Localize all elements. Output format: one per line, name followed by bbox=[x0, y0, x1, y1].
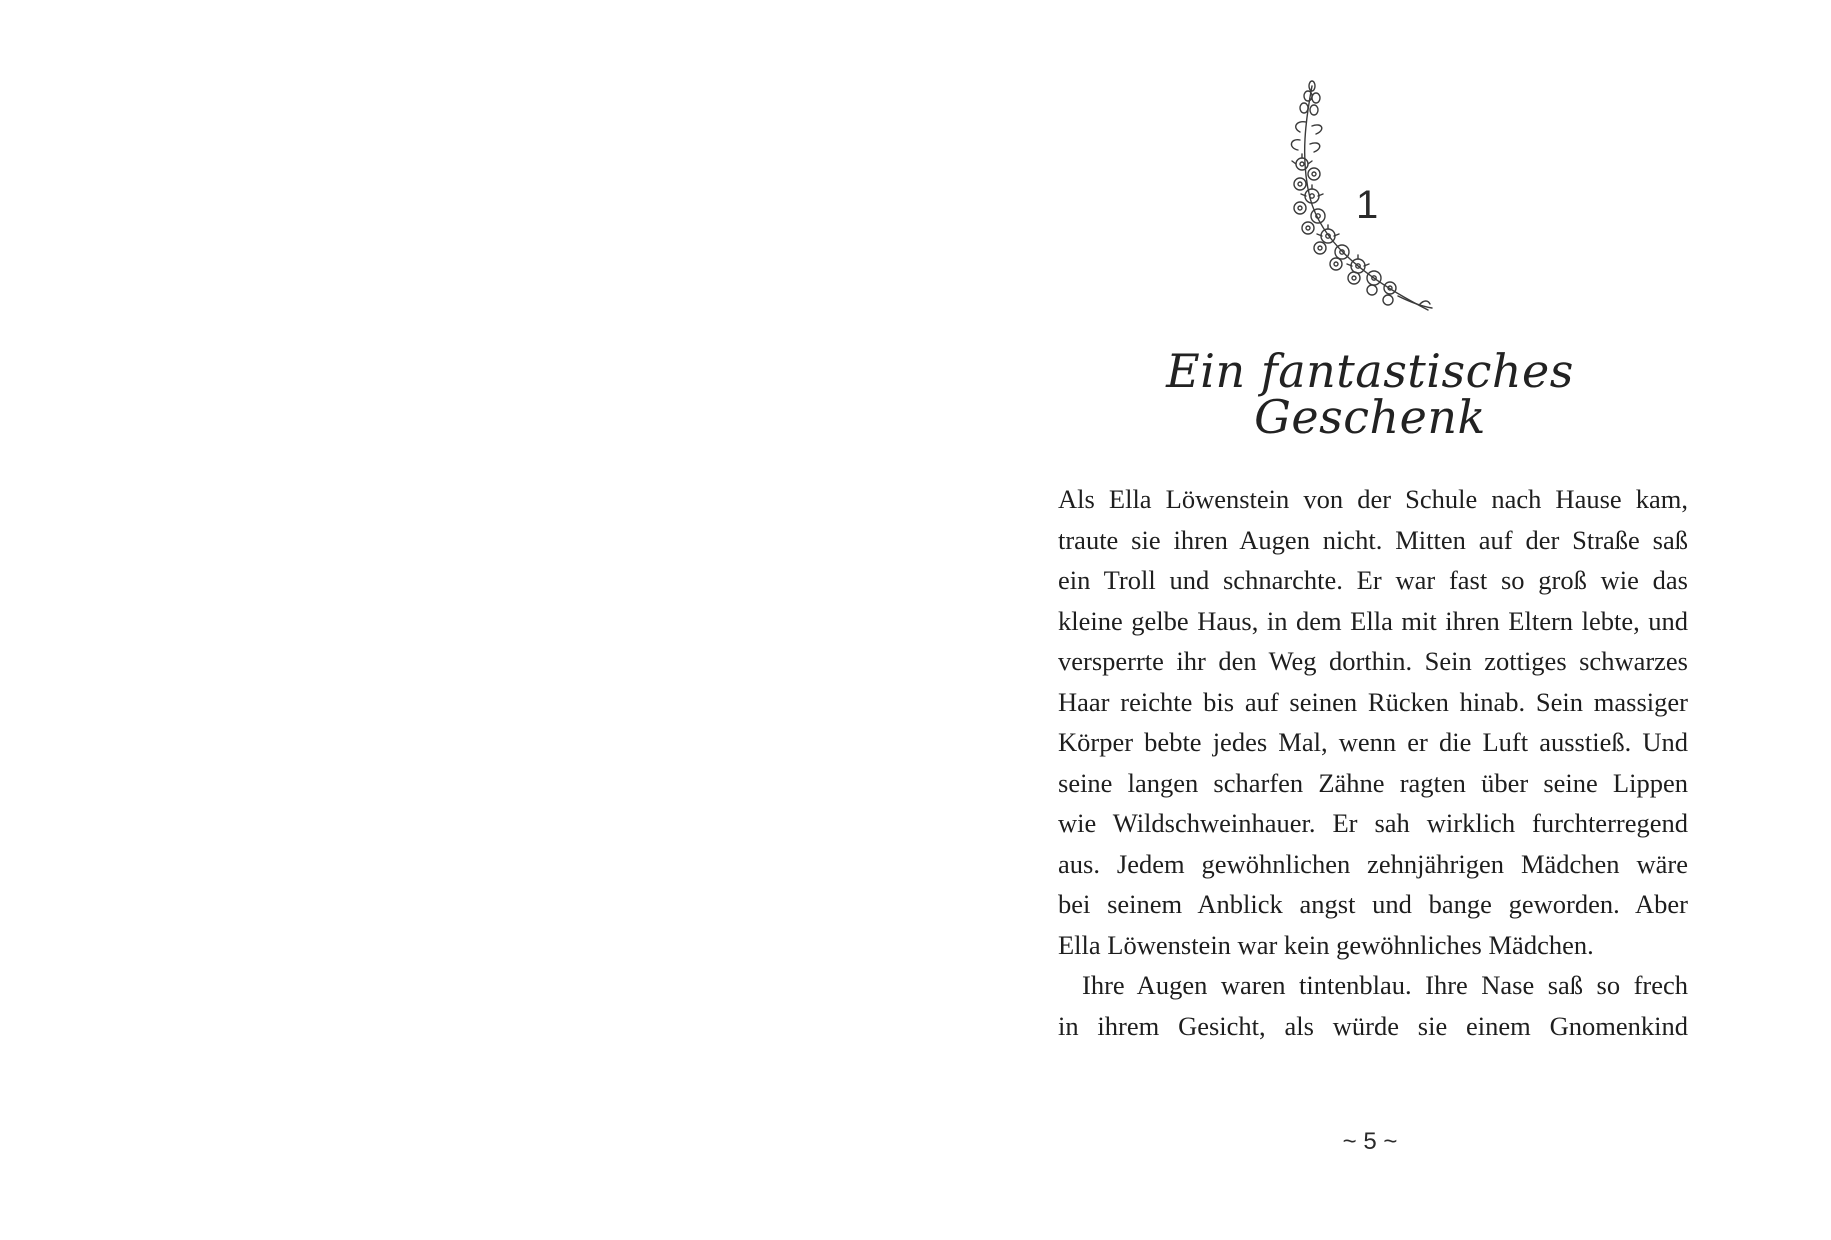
text-line: ein Troll und schnarchte. Er war fast so groß wie das bbox=[1058, 565, 1688, 595]
text-line: Körper bebte jedes Mal, wenn er die Luft ausstieß. Und bbox=[1058, 727, 1688, 757]
text-line: seine langen scharfen Zähne ragten über seine Lippen bbox=[1058, 767, 1688, 798]
chapter-number: 1 bbox=[1356, 183, 1379, 227]
text-line: traute sie ihren Augen nicht. Mitten auf der Straße saß bbox=[1058, 524, 1688, 555]
text-line: kleine gelbe Haus, in dem Ella mit ihren Eltern lebte, und bbox=[1058, 605, 1688, 636]
text-line: Als Ella Löwenstein von der Schule nach Hause kam, bbox=[1058, 484, 1688, 514]
chapter-title: Ein fantastisches Geschenk bbox=[1166, 344, 1574, 444]
text-line: bei seinem Anblick angst und bange geworden. Aber bbox=[1058, 889, 1688, 919]
text-line: Ihre Augen waren tintenblau. Ihre Nase saß so frech bbox=[1082, 970, 1688, 1000]
text-line: Haar reichte bis auf seinen Rücken hinab. Sein massiger bbox=[1058, 686, 1688, 717]
left-page-blank bbox=[0, 0, 915, 1240]
text-line: versperrte ihr den Weg dorthin. Sein zottiges schwarzes bbox=[1058, 646, 1688, 676]
page-number: ~ 5 ~ bbox=[1342, 1128, 1398, 1155]
floral-sprig-icon bbox=[1270, 78, 1440, 318]
text-line: wie Wildschweinhauer. Er sah wirklich furchterregend bbox=[1058, 808, 1688, 838]
body-text bbox=[1058, 479, 1688, 1046]
text-line: aus. Jedem gewöhnlichen zehnjährigen Mädchen wäre bbox=[1058, 848, 1688, 879]
text-line: Ella Löwenstein war kein gewöhnliches Mädchen. bbox=[1058, 929, 1594, 960]
text-line: in ihrem Gesicht, als würde sie einem Gnomenkind bbox=[1058, 1010, 1688, 1041]
